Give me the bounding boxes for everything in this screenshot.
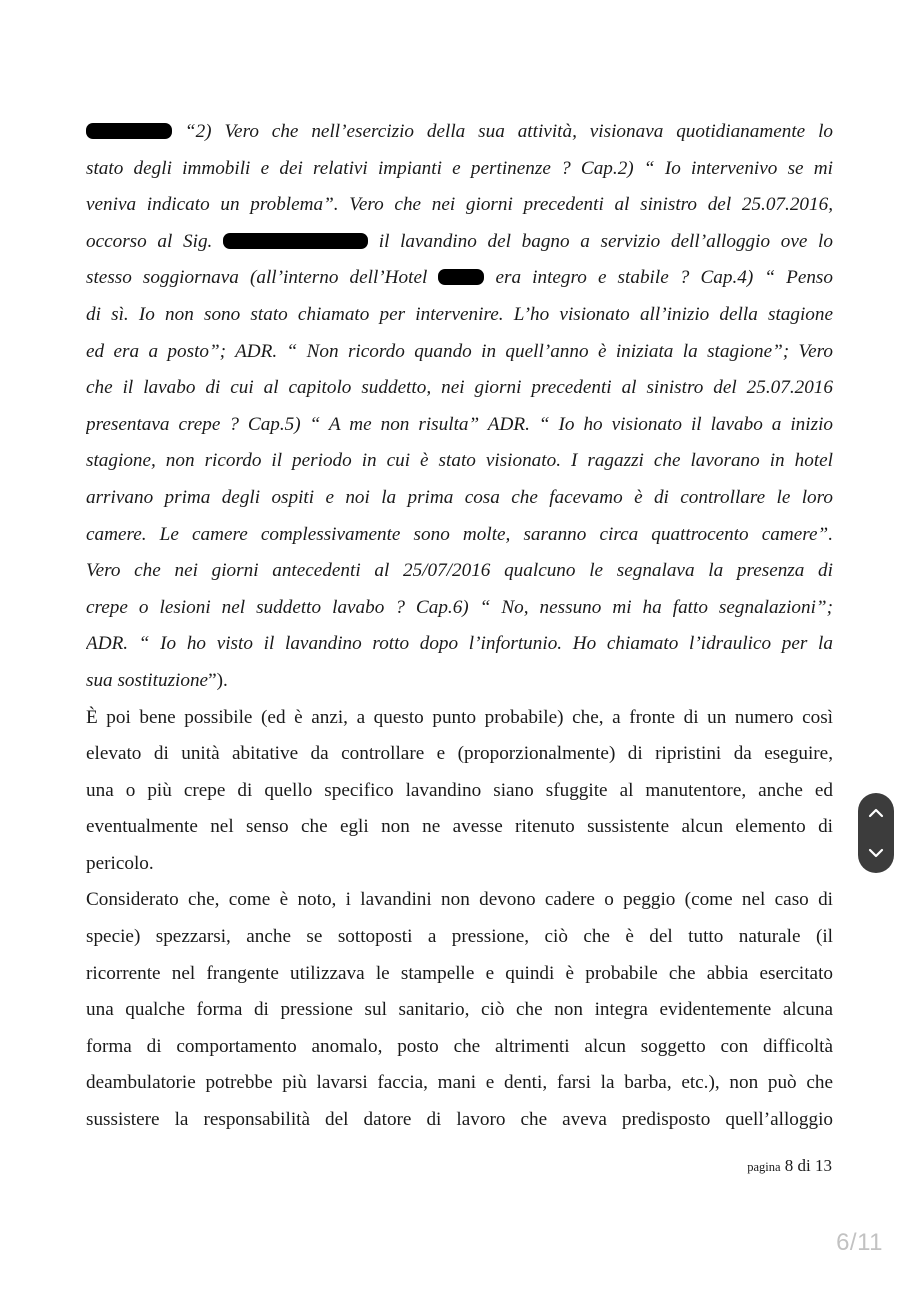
text-line: [86, 882, 833, 919]
line-text: ed era a posto”; ADR. “ Non ricordo quando in quell’anno è iniziata la stagione”; Vero: [86, 340, 833, 362]
text-line: [86, 809, 833, 846]
scroll-down-button[interactable]: [858, 835, 894, 871]
redaction-mark: [438, 269, 484, 285]
text-line: [86, 846, 833, 883]
line-text: È poi bene possibile (ed è anzi, a questo punto probabile) che, a fronte di un numero così: [86, 706, 833, 728]
line-text: stesso soggiornava (all’interno dell’Hotel: [86, 267, 439, 289]
text-line: [86, 260, 833, 297]
page-footer: [747, 1156, 832, 1176]
line-text: sussistere la responsabilità del datore di lavoro che aveva predisposto quell’alloggio: [86, 1109, 833, 1131]
line-text: occorso al Sig.: [86, 230, 224, 252]
line-text: specie) spezzarsi, anche se sottoposti a pressione, ciò che è del tutto naturale (il: [86, 926, 833, 948]
line-text: pericolo.: [86, 852, 154, 874]
text-line: [86, 407, 833, 444]
line-text: ricorrente nel frangente utilizzava le stampelle e quindi è probabile che abbia esercitato: [86, 962, 833, 984]
line-text: sua sostituzione: [86, 669, 209, 691]
line-text: veniva indicato un problema”. Vero che nei giorni precedenti al sinistro del 25.07.2016,: [86, 194, 833, 216]
line-text: una qualche forma di pressione sul sanitario, ciò che non integra evidentemente alcuna: [86, 999, 833, 1021]
redaction-mark: [86, 123, 172, 139]
scroll-up-button[interactable]: [858, 795, 894, 831]
line-text: Considerato che, come è noto, i lavandini non devono cadere o peggio (come nel caso di: [86, 889, 833, 911]
footer-of: di: [797, 1156, 811, 1175]
line-text: “2) Vero che nell’esercizio della sua attività, visionava quotidianamente lo: [172, 121, 833, 142]
text-line: [86, 956, 833, 993]
text-line: [86, 334, 833, 371]
line-text: Vero che nei giorni antecedenti al 25/07/2016 qualcuno le segnalava la presenza di: [86, 560, 833, 582]
line-text: stagione, non ricordo il periodo in cui è stato visionato. I ragazzi che lavorano in hotel: [86, 450, 833, 472]
line-text: che il lavabo di cui al capitolo suddetto, nei giorni precedenti al sinistro del 25.07.2016: [86, 377, 833, 399]
line-text: elevato di unità abitative da controllare e (proporzionalmente) di ripristini da eseguire,: [86, 743, 833, 765]
text-line: [86, 663, 833, 700]
text-line: [86, 224, 833, 261]
text-line: [86, 297, 833, 334]
page-scroll-control[interactable]: [858, 793, 894, 873]
line-text: eventualmente nel senso che egli non ne avesse ritenuto sussistente alcun elemento di: [86, 816, 833, 838]
line-text-tail: ”).: [208, 669, 228, 691]
text-line: [86, 736, 833, 773]
body-text: [86, 114, 833, 1139]
line-text: stato degli immobili e dei relativi impianti e pertinenze ? Cap.2) “ Io intervenivo se mi: [86, 157, 833, 179]
footer-label: pagina: [747, 1160, 781, 1174]
text-line: [86, 1029, 833, 1066]
line-text: deambulatorie potrebbe più lavarsi faccia, mani e denti, farsi la barba, etc.), non può che: [86, 1072, 833, 1094]
text-line: [86, 1065, 833, 1102]
line-text: arrivano prima degli ospiti e noi la prima cosa che facevamo è di controllare le loro: [86, 486, 833, 508]
text-line: [86, 773, 833, 810]
redaction-mark: [223, 233, 368, 249]
line-text: crepe o lesioni nel suddetto lavabo ? Cap.6) “ No, nessuno mi ha fatto segnalazioni”;: [86, 596, 833, 618]
viewer-page-counter: 6/11: [836, 1229, 883, 1256]
text-line: [86, 626, 833, 663]
text-line: [86, 151, 833, 188]
text-line: [86, 187, 833, 224]
line-text: forma di comportamento anomalo, posto che altrimenti alcun soggetto con difficoltà: [86, 1035, 833, 1057]
footer-total-pages: 13: [815, 1156, 832, 1175]
line-text: di sì. Io non sono stato chiamato per intervenire. L’ho visionato all’inizio della stagione: [86, 303, 833, 325]
text-line: [86, 992, 833, 1029]
text-line: [86, 1102, 833, 1139]
text-line: [86, 370, 833, 407]
line-text: presentava crepe ? Cap.5) “ A me non risulta” ADR. “ Io ho visionato il lavabo a inizio: [86, 413, 833, 435]
text-line: [86, 443, 833, 480]
text-line: [86, 114, 833, 151]
text-line: [86, 700, 833, 737]
line-text: ADR. “ Io ho visto il lavandino rotto dopo l’infortunio. Ho chiamato l’idraulico per la: [86, 633, 833, 655]
text-line: [86, 919, 833, 956]
text-line: [86, 480, 833, 517]
text-line: [86, 517, 833, 554]
line-text: era integro e stabile ? Cap.4) “ Penso: [484, 267, 833, 289]
chevron-down-icon: [868, 848, 884, 858]
line-text: una o più crepe di quello specifico lavandino siano sfuggite al manutentore, anche ed: [86, 779, 833, 801]
text-line: [86, 553, 833, 590]
line-text: il lavandino del bagno a servizio dell’alloggio ove lo: [368, 230, 833, 252]
line-text: camere. Le camere complessivamente sono molte, saranno circa quattrocento camere”.: [86, 523, 833, 545]
chevron-up-icon: [868, 808, 884, 818]
text-line: [86, 590, 833, 627]
footer-current-page: 8: [784, 1156, 794, 1175]
